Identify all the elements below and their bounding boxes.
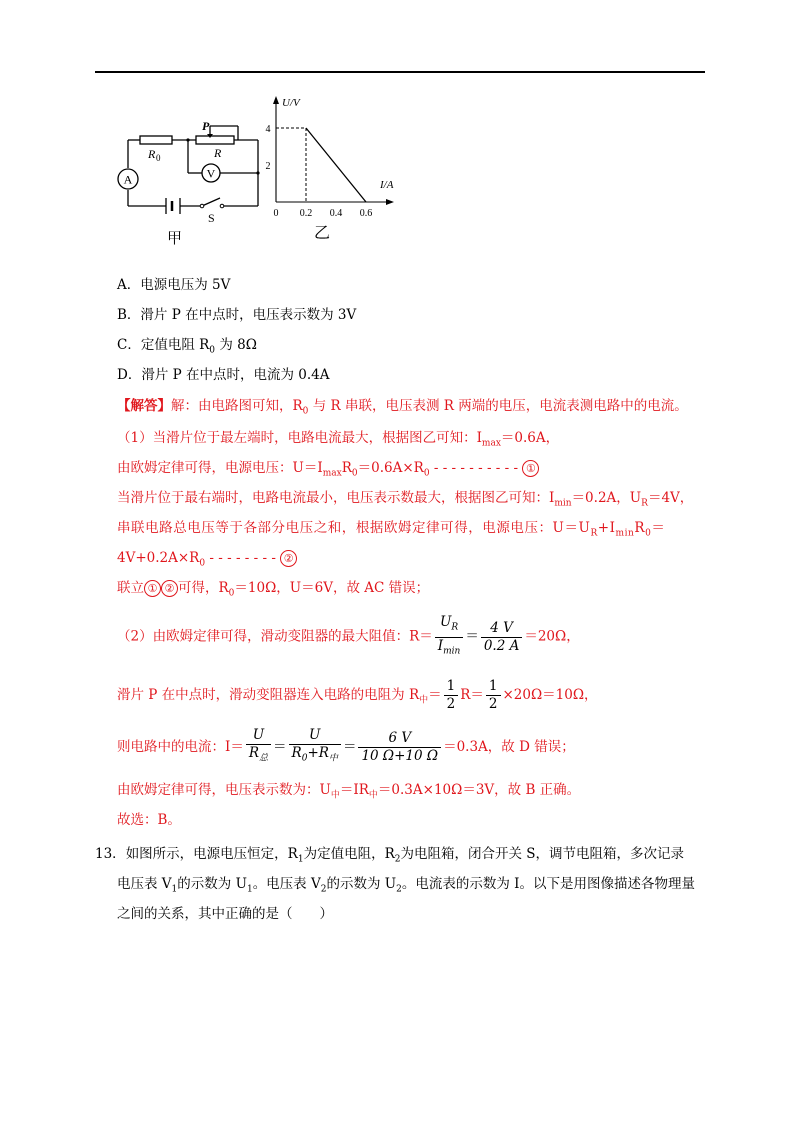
x-tick-label: 0.4 <box>329 208 343 219</box>
option-c: C．定值电阻 $R_0$ 为 8Ω <box>117 337 257 356</box>
solution-line-9: 滑片 P 在中点时，滑动变阻器连入电路的电阻为 $R_中=$ $\frac{1}{2}$ R＝ $\frac{1}{2}$ ×20Ω＝10Ω， <box>117 678 598 712</box>
label-r0: R <box>148 147 156 161</box>
solution-line-5: 串联电路总电压等于各部分电压之和，根据欧姆定律可得，电源电压：$U=U_R+I_{min}R_0=$ <box>117 520 666 539</box>
option-b: B．滑片 P 在中点时，电压表示数为 3V <box>117 307 357 323</box>
x-tick-label: 0.2 <box>299 208 313 219</box>
solution-tag: 【解答】 <box>117 398 171 414</box>
graph-xlabel: I/A <box>380 179 394 191</box>
r0-resistor <box>140 136 172 144</box>
caption-yi: 乙 <box>314 223 331 242</box>
graph-ylabel: U/V <box>282 97 300 109</box>
y-tick-label: 4 <box>265 124 271 135</box>
label-p: P <box>202 119 210 133</box>
option-a: A．电源电压为 5V <box>117 277 231 293</box>
solution-line-10: 则电路中的电流：I＝ $\frac{U}{R_总}$ ＝ $\frac{U}{R_0+R_中}$ ＝ $\frac{6 V}{10 \Omega+10 \Omega}$ ＝0.3A，故 D 错误； <box>117 727 575 764</box>
label-s: S <box>208 211 215 225</box>
solution-line-3: 由欧姆定律可得，电源电压：$U=I_{max}R_0=0.6A\times R_0$ - - - - - - - - - - ① <box>117 458 539 484</box>
x-tick-label: 0 <box>273 208 279 219</box>
rheostat-r <box>196 136 234 144</box>
label-r0-sub: 0 <box>156 153 161 163</box>
x-tick-label: 0.6 <box>359 208 373 219</box>
label-r: R <box>214 146 222 160</box>
solution-line-12: 故选：B。 <box>117 812 181 828</box>
solution-line-1: 【解答】解：由电路图可知，$R_0$ 与 R 串联，电压表测 R 两端的电压，电流表测电路中的电流。 <box>117 398 688 417</box>
q13-line-2: 电压表 $V_1$的示数为 $U_1$。电压表 $V_2$的示数为 $U_2$。电流表的示数为 I。以下是用图像描述各物理量 <box>117 876 695 895</box>
solution-line-2: （1）当滑片位于最左端时，电路电流最大，根据图乙可知：$I_{max}=0.6A$， <box>117 430 560 449</box>
label-v: V <box>206 166 216 181</box>
u-i-line <box>306 128 366 202</box>
circled-two: ② <box>280 550 297 567</box>
solution-line-7: 联立 ① ② 可得，$R_0=10\Omega$，U＝6V，故 AC 错误； <box>117 580 430 599</box>
q13-line-1: 13．如图所示，电源电压恒定，$R_1$为定值电阻，$R_2$为电阻箱，闭合开关 S，调节电阻箱，多次记录 <box>95 846 685 865</box>
circled-one: ① <box>522 460 539 477</box>
circuit-diagram <box>110 118 270 248</box>
option-d: D．滑片 P 在中点时，电流为 0.4A <box>117 367 330 383</box>
y-tick-label: 2 <box>265 161 271 172</box>
solution-line-4: 当滑片位于最右端时，电路电流最小，电压表示数最大，根据图乙可知：$I_{min}=0.2A$，$U_R=4V$， <box>117 490 694 509</box>
solution-line-8: （2）由欧姆定律可得，滑动变阻器的最大阻值：R＝ $\frac{U_R}{I_{min}}$ ＝ $\frac{4 V}{0.2 A}$ ＝20Ω， <box>117 614 580 657</box>
solution-line-11: 由欧姆定律可得，电压表示数为：$U_中=IR_中=0.3A\times 10\Omega=3V$，故 B 正确。 <box>117 782 581 801</box>
header-rule <box>95 71 705 73</box>
q13-number: 13． <box>95 846 126 862</box>
u-i-graph <box>262 92 402 244</box>
solution-line-6: $4V+0.2A\times R_0$ - - - - - - - - ② <box>117 548 297 574</box>
label-a: A <box>123 172 133 187</box>
caption-jia: 甲 <box>167 229 183 247</box>
q13-line-3: 之间的关系，其中正确的是（ ） <box>117 906 333 922</box>
